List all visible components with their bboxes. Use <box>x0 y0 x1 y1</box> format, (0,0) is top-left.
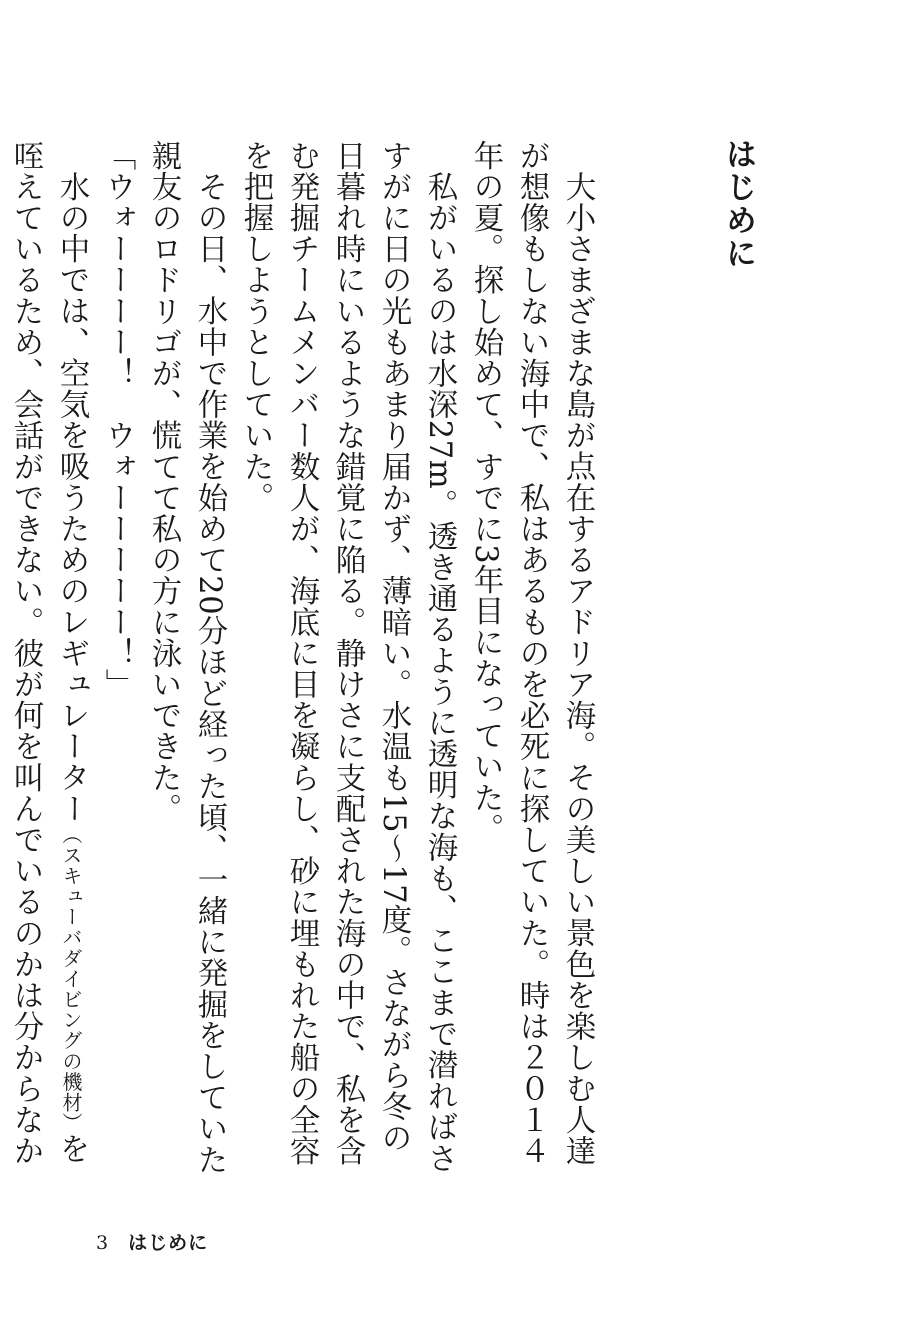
paragraph-1: 大小さまざまな島が点在するアドリア海。その美しい景色を楽しむ人達が想像もしない海中で、私はあるものを必死に探していた。時は２０１４年の夏。探し始めて、すでに3年目になっていた。 <box>468 140 595 1167</box>
paragraph-5 <box>0 140 94 1180</box>
running-head: はじめに <box>128 1232 209 1254</box>
paragraph-5-note: （スキューバダイビングの機材） <box>59 823 83 1133</box>
body-text <box>0 140 600 1180</box>
paragraph-3: その日、水中で作業を始めて20分ほど経った頃、一緒に発掘をしていた親友のロドリゴが、慌てて私の方に泳いできた。 <box>146 140 227 1175</box>
page-footer <box>96 1228 208 1255</box>
paragraph-5-start: 水の中では、空気を吸うためのレギュレーター <box>54 170 89 824</box>
paragraph-4-dialogue: 「ウォーーーー！ ウォーーーーー！」 <box>100 140 135 700</box>
chapter-title: はじめに <box>720 138 756 270</box>
paragraph-2: 私がいるのは水深27m。透き通るように透明な海も、ここまで潜ればさすがに日の光もあまり届かず、薄暗い。水温も15～17度。さながら冬の日暮れ時にいるような錯覚に陥る。静けさに支配された海の中で、私を含む発掘チームメンバー数人が、海底に目を凝らし、砂に埋もれた船の全容を把握しようとしていた。 <box>238 140 457 1174</box>
page-number: 3 <box>96 1232 109 1254</box>
paragraph-5-rest: を咥えているため、会話ができない。彼が何を叫んでいるのかは分からなか <box>8 140 89 1167</box>
